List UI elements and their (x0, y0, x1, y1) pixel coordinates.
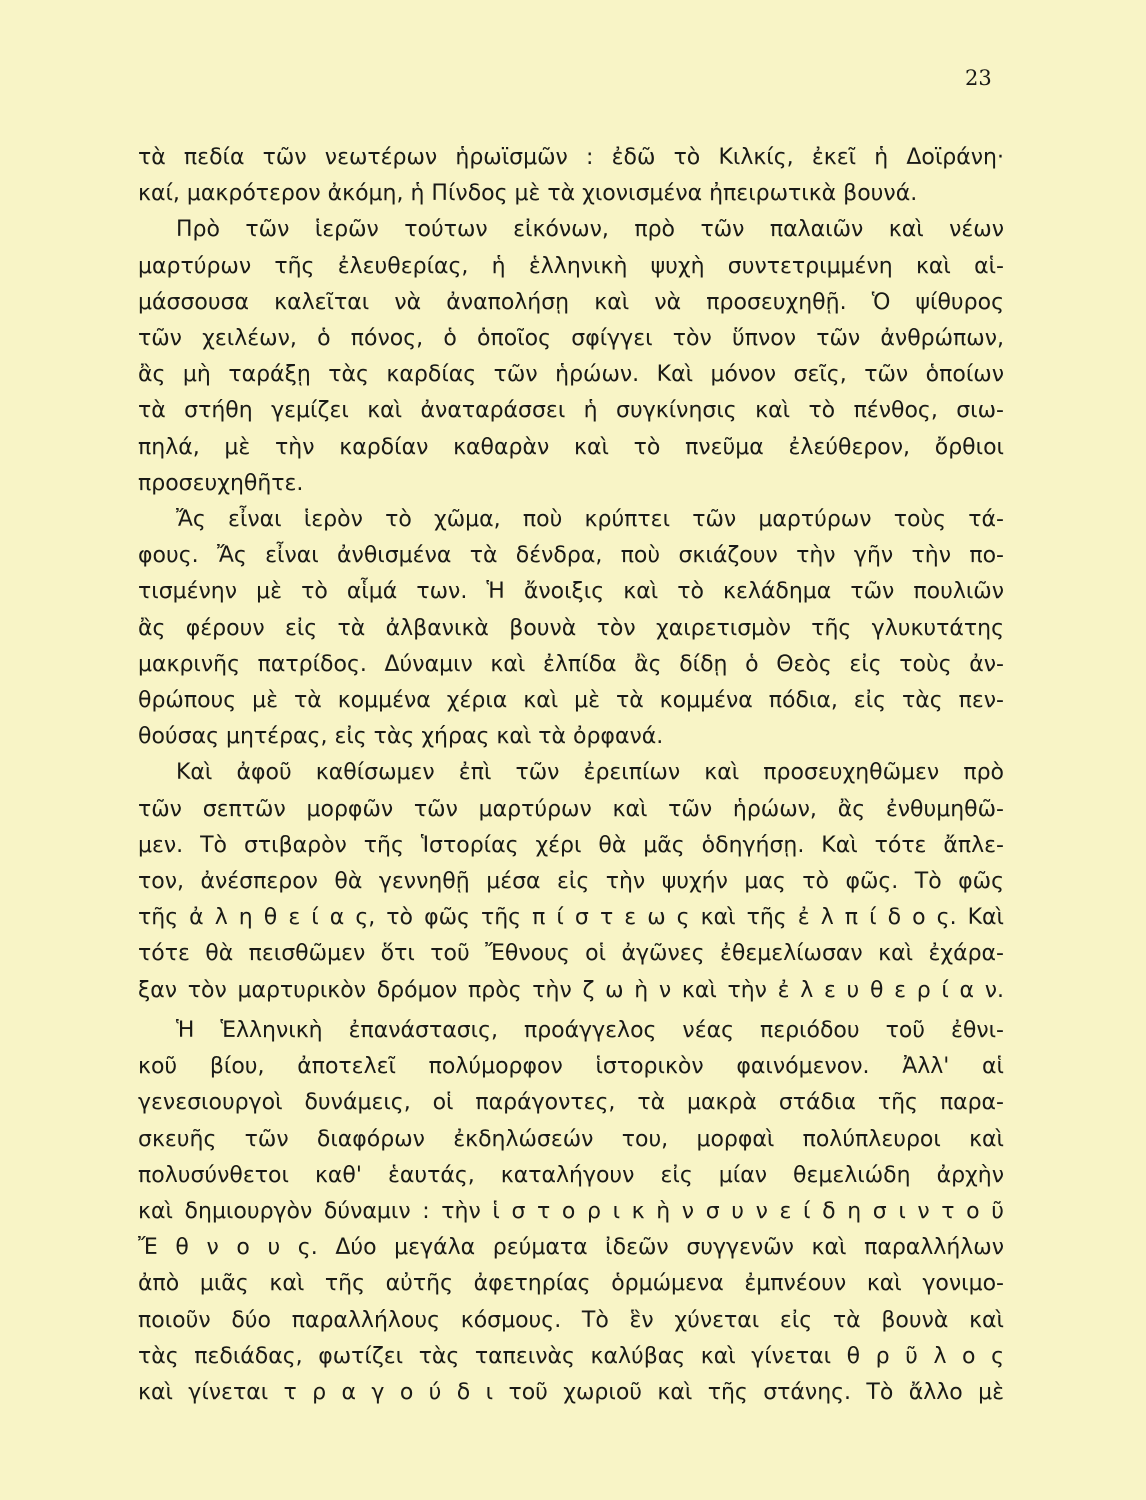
text-line: γενεσιουργοὶ δυνάμεις, οἱ παράγοντες, τὰ μακρὰ στάδια τῆς παρα- (138, 1090, 1004, 1116)
text-section-1 (138, 140, 1004, 1009)
text-line: τον, ἀνέσπερον θὰ γεννηθῇ μέσα εἰς τὴν ψυχήν μας τὸ φῶς. Τὸ φῶς (138, 869, 1004, 895)
text-line: ἂς φέρουν εἰς τὰ ἀλβανικὰ βουνὰ τὸν χαιρετισμὸν τῆς γλυκυτάτης (138, 615, 1004, 641)
text-line: ποιοῦν δύο παραλλήλους κόσμους. Τὸ ἓν χύνεται εἰς τὰ βουνὰ καὶ (138, 1307, 1004, 1333)
text-line: τῶν σεπτῶν μορφῶν τῶν μαρτύρων καὶ τῶν ἡρώων, ἂς ἐνθυμηθῶ- (138, 796, 1004, 822)
text-line: καί, μακρότερον ἀκόμη, ἡ Πίνδος μὲ τὰ χιονισμένα ἠπειρωτικὰ βουνά. (138, 181, 918, 207)
text-line: μαρτύρων τῆς ἐλευθερίας, ἡ ἑλληνικὴ ψυχὴ συντετριμμένη καὶ αἱ- (138, 253, 1004, 279)
text-line: Ἔ θ ν ο υ ς. Δύο μεγάλα ρεύματα ἰδεῶν συγγενῶν καὶ παραλλήλων (138, 1235, 1004, 1261)
text-line: καὶ γίνεται τ ρ α γ ο ύ δ ι τοῦ χωριοῦ καὶ τῆς στάνης. Τὸ ἄλλο μὲ (138, 1380, 1004, 1406)
text-line: ἀπὸ μιᾶς καὶ τῆς αὐτῆς ἀφετηρίας ὁρμώμενα ἐμπνέουν καὶ γονιμο- (138, 1271, 1004, 1297)
text-line: ἂς μὴ ταράξῃ τὰς καρδίας τῶν ἡρώων. Καὶ μόνον σεῖς, τῶν ὁποίων (138, 362, 1004, 388)
text-line: ξαν τὸν μαρτυρικὸν δρόμον πρὸς τὴν ζ ω ὴ ν καὶ τὴν ἐ λ ε υ θ ε ρ ί α ν. (138, 977, 1004, 1003)
text-line: προσευχηθῆτε. (138, 470, 304, 496)
text-line: Ἄς εἶναι ἱερὸν τὸ χῶμα, ποὺ κρύπτει τῶν μαρτύρων τοὺς τά- (176, 507, 1004, 533)
text-line: θούσας μητέρας, εἰς τὰς χήρας καὶ τὰ ὀρφανά. (138, 724, 664, 750)
text-line: μεν. Τὸ στιβαρὸν τῆς Ἱστορίας χέρι θὰ μᾶς ὁδηγήσῃ. Καὶ τότε ἄπλε- (138, 832, 1004, 858)
text-line: τότε θὰ πεισθῶμεν ὅτι τοῦ Ἔθνους οἱ ἀγῶνες ἐθεμελίωσαν καὶ ἐχάρα- (138, 941, 1004, 967)
text-line: μακρινῆς πατρίδος. Δύναμιν καὶ ἐλπίδα ἂς δίδῃ ὁ Θεὸς εἰς τοὺς ἀν- (138, 651, 1004, 677)
text-line: σκευῆς τῶν διαφόρων ἐκδηλώσεών του, μορφαὶ πολύπλευροι καὶ (138, 1126, 1004, 1152)
page-number: 23 (965, 66, 992, 90)
text-line: Πρὸ τῶν ἱερῶν τούτων εἰκόνων, πρὸ τῶν παλαιῶν καὶ νέων (176, 217, 1004, 243)
text-line: τὰ πεδία τῶν νεωτέρων ἡρωϊσμῶν : ἐδῶ τὸ Κιλκίς, ἐκεῖ ἡ Δοϊράνη· (138, 145, 1004, 170)
text-line: Καὶ ἀφοῦ καθίσωμεν ἐπὶ τῶν ἐρειπίων καὶ προσευχηθῶμεν πρὸ (176, 760, 1004, 786)
text-line: τισμένην μὲ τὸ αἷμά των. Ἡ ἄνοιξις καὶ τὸ κελάδημα τῶν πουλιῶν (138, 579, 1004, 605)
text-line: καὶ δημιουργὸν δύναμιν : τὴν ἱ σ τ ο ρ ι κ ὴ ν σ υ ν ε ί δ η σ ι ν τ ο ῦ (138, 1199, 1004, 1225)
text-line: τῆς ἀ λ η θ ε ί α ς, τὸ φῶς τῆς π ί σ τ ε ω ς καὶ τῆς ἐ λ π ί δ ο ς. Καὶ (138, 905, 1004, 931)
text-line: θρώπους μὲ τὰ κομμένα χέρια καὶ μὲ τὰ κομμένα πόδια, εἰς τὰς πεν- (138, 688, 1004, 714)
text-section-2 (138, 1013, 1004, 1411)
text-line: τὰ στήθη γεμίζει καὶ ἀναταράσσει ἡ συγκίνησις καὶ τὸ πένθος, σιω- (138, 398, 1004, 424)
text-line: φους. Ἄς εἶναι ἀνθισμένα τὰ δένδρα, ποὺ σκιάζουν τὴν γῆν τὴν πο- (138, 543, 1004, 569)
text-line: τῶν χειλέων, ὁ πόνος, ὁ ὁποῖος σφίγγει τὸν ὕπνον τῶν ἀνθρώπων, (138, 326, 1004, 352)
text-line: Ἡ Ἑλληνικὴ ἐπανάστασις, προάγγελος νέας περιόδου τοῦ ἐθνι- (176, 1018, 1004, 1043)
text-line: πολυσύνθετοι καθ' ἑαυτάς, καταλήγουν εἰς μίαν θεμελιώδη ἀρχὴν (138, 1162, 1004, 1188)
text-line: κοῦ βίου, ἀποτελεῖ πολύμορφον ἱστορικὸν φαινόμενον. Ἀλλ' αἱ (138, 1054, 1004, 1080)
text-line: μάσσουσα καλεῖται νὰ ἀναπολήσῃ καὶ νὰ προσευχηθῇ. Ὁ ψίθυρος (138, 289, 1004, 315)
text-line: πηλά, μὲ τὴν καρδίαν καθαρὰν καὶ τὸ πνεῦμα ἐλεύθερον, ὄρθιοι (138, 434, 1004, 460)
text-line: τὰς πεδιάδας, φωτίζει τὰς ταπεινὰς καλύβας καὶ γίνεται θ ρ ῦ λ ο ς (138, 1343, 1004, 1369)
